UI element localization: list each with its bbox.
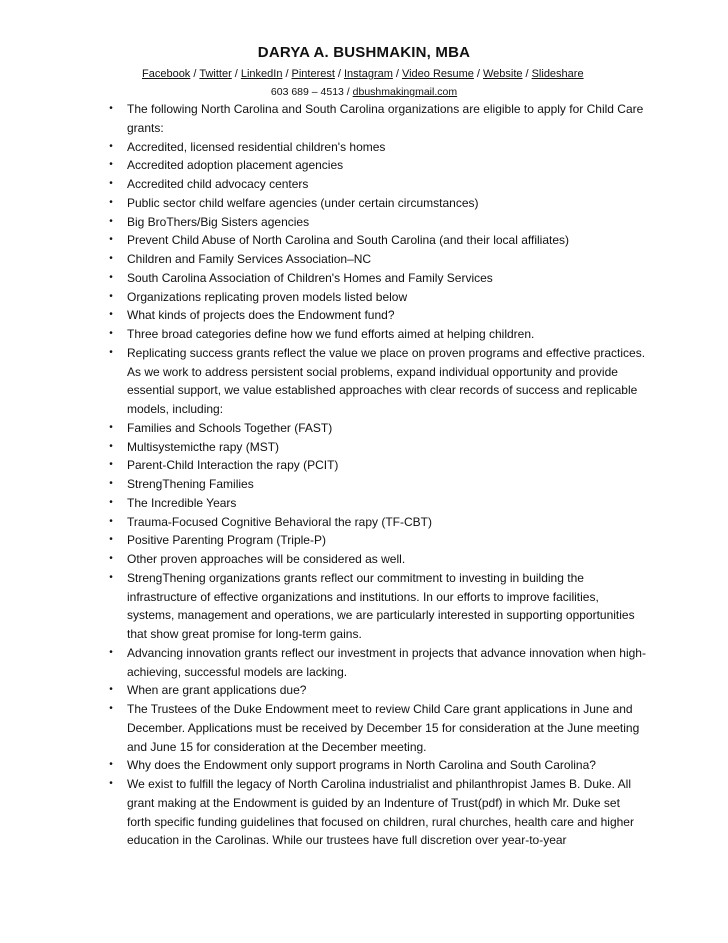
list-item-text: StrengThening organizations grants reflect our commitment to investing in building the infrastructure of effective organizations and institutions. In our efforts to improve facilities, systems, management and operations, we are particularly interested in supporting opportunities that show great promise for long-term gains. — [127, 570, 635, 641]
link-separator: / — [193, 68, 197, 80]
link-separator: / — [395, 68, 399, 80]
bullet-icon: • — [109, 346, 113, 358]
list-item — [0, 175, 647, 194]
bullet-icon: • — [109, 703, 113, 714]
bullet-icon: • — [109, 234, 113, 246]
list-item-text: Why does the Endowment only support programs in North Carolina and South Carolina? — [127, 758, 596, 773]
link-video-resume[interactable]: Video Resume — [401, 68, 474, 80]
page-title: DARYA A. BUSHMAKIN, MBA — [257, 44, 471, 61]
link-facebook[interactable]: Facebook — [142, 68, 191, 80]
list-item-text: Accredited, licensed residential children's homes — [127, 139, 386, 154]
bullet-icon: • — [109, 571, 113, 583]
bullet-icon: • — [109, 515, 113, 527]
bullet-icon: • — [109, 646, 113, 658]
link-pinterest[interactable]: Pinterest — [291, 68, 335, 80]
contact-line — [0, 86, 728, 98]
email-link[interactable]: dbushmakingmail.com — [352, 86, 458, 98]
list-item-text: Accredited adoption placement agencies — [127, 158, 344, 173]
list-item-text: Big BroThers/Big Sisters agencies — [127, 214, 310, 229]
bullet-icon: • — [109, 328, 113, 339]
link-separator: / — [285, 68, 289, 80]
list-item-text: Organizations replicating proven models listed below — [127, 289, 408, 304]
list-item — [0, 531, 647, 550]
bullet-icon: • — [109, 440, 113, 452]
link-slideshare[interactable]: Slideshare — [531, 68, 584, 80]
list-item-text: Children and Family Services Association–NC — [127, 252, 372, 266]
list-item — [0, 700, 647, 756]
link-separator: / — [337, 68, 341, 80]
list-item-text: South Carolina Association of Children's Homes and Family Services — [127, 270, 493, 285]
list-item-text: Advancing innovation grants reflect our investment in projects that advance innovation when high-achieving, successful models are lacking. — [127, 645, 646, 679]
link-separator: / — [525, 68, 529, 80]
link-instagram[interactable]: Instagram — [343, 68, 393, 80]
bullet-icon: • — [109, 271, 113, 283]
list-item-text: We exist to fulfill the legacy of North Carolina industrialist and philanthropist James B. Duke. All grant making at the Endowment is guided by an Indenture of Trust(pdf) in which Mr. Duke set forth specific funding guidelines that focused on children, rural churches, health care and higher education in the Carolinas. While our trustees have full discretion over year-to-year — [127, 777, 634, 848]
link-separator: / — [234, 68, 238, 80]
list-item — [0, 194, 647, 213]
list-item — [0, 325, 647, 344]
list-item — [0, 213, 647, 232]
list-item — [0, 644, 647, 682]
bullet-icon: • — [109, 478, 113, 489]
list-item-text: Parent-Child Interaction the rapy (PCIT) — [127, 458, 339, 473]
link-twitter[interactable]: Twitter — [199, 68, 232, 80]
social-links — [142, 68, 622, 80]
list-item — [0, 569, 647, 644]
phone-text: 603 689 – 4513 / — [270, 86, 350, 98]
bullet-icon: • — [109, 215, 113, 227]
link-website[interactable]: Website — [482, 68, 523, 80]
list-item-text: Accredited child advocacy centers — [127, 177, 309, 191]
bullet-icon: • — [109, 534, 113, 546]
bullet-icon: • — [109, 253, 113, 264]
list-item-text: Positive Parenting Program (Triple-P) — [127, 533, 326, 548]
bullet-list — [0, 100, 728, 850]
list-item-text: Multisystemicthe rapy (MST) — [127, 439, 280, 454]
list-item-text: Families and Schools Together (FAST) — [127, 420, 333, 435]
bullet-icon: • — [109, 103, 113, 114]
list-item — [0, 419, 647, 438]
list-item — [0, 475, 647, 494]
list-item — [0, 456, 647, 475]
list-item — [0, 100, 647, 138]
list-item — [0, 231, 647, 250]
list-item — [0, 681, 647, 700]
list-item — [0, 288, 647, 307]
list-item-text: Other proven approaches will be considered as well. — [127, 552, 406, 566]
list-item-text: The following North Carolina and South Carolina organizations are eligible to apply for Child Care grants: — [127, 102, 644, 135]
list-item — [0, 138, 647, 157]
bullet-icon: • — [109, 759, 113, 771]
list-item — [0, 156, 647, 175]
list-item-text: The Trustees of the Duke Endowment meet to review Child Care grant applications in June and December. Applications must be received by December 15 for consideration at the June meeting and June 15 for consideration at the December meeting. — [127, 702, 640, 754]
bullet-icon: • — [109, 290, 113, 302]
list-item — [0, 550, 647, 569]
list-item-text: Trauma-Focused Cognitive Behavioral the rapy (TF-CBT) — [127, 514, 432, 529]
list-item — [0, 756, 647, 775]
list-item-text: The Incredible Years — [127, 495, 237, 510]
list-item — [0, 513, 647, 532]
list-item — [0, 250, 647, 269]
link-separator: / — [476, 68, 480, 80]
bullet-icon: • — [109, 684, 113, 696]
list-item-text: StrengThening Families — [127, 477, 254, 491]
list-item — [0, 438, 647, 457]
link-linkedin[interactable]: LinkedIn — [240, 68, 283, 80]
bullet-icon: • — [109, 496, 113, 508]
list-item-text: What kinds of projects does the Endowment fund? — [127, 308, 395, 323]
list-item — [0, 269, 647, 288]
list-item-text: Three broad categories define how we fund efforts aimed at helping children. — [127, 327, 535, 341]
list-item-text: When are grant applications due? — [127, 683, 307, 698]
bullet-icon: • — [109, 421, 113, 433]
list-item-text: Public sector child welfare agencies (under certain circumstances) — [127, 195, 479, 210]
list-item — [0, 344, 647, 419]
list-item — [0, 494, 647, 513]
list-item-text: Replicating success grants reflect the value we place on proven programs and effective practices. As we work to address persistent social problems, expand individual opportunity and provide essential support, we value established approaches with clear records of success and replicable models, including: — [127, 345, 646, 416]
bullet-icon: • — [109, 140, 113, 152]
bullet-icon: • — [109, 178, 113, 189]
bullet-icon: • — [109, 309, 113, 321]
bullet-icon: • — [109, 196, 113, 208]
list-item — [0, 306, 647, 325]
bullet-icon: • — [109, 159, 113, 171]
list-item — [0, 775, 647, 850]
bullet-icon: • — [109, 778, 113, 789]
list-item-text: Prevent Child Abuse of North Carolina and South Carolina (and their local affiliates) — [127, 233, 570, 248]
bullet-icon: • — [109, 553, 113, 564]
bullet-icon: • — [109, 459, 113, 471]
